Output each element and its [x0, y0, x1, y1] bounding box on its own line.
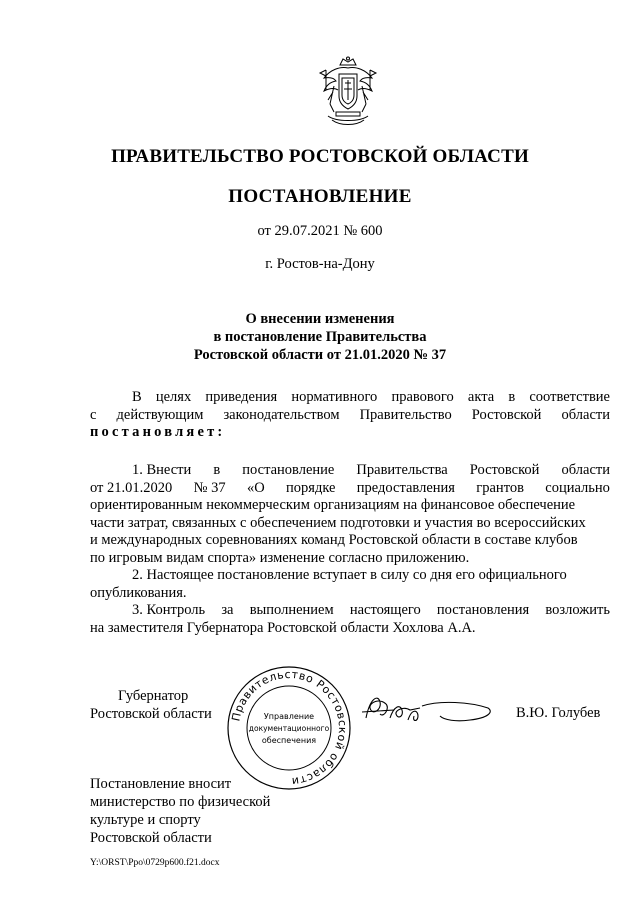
introduced-by	[90, 775, 270, 847]
word: нормативного	[291, 389, 378, 405]
word: постановления	[436, 602, 530, 618]
word: «О	[246, 479, 265, 496]
subject-line: Ростовской области от 21.01.2020 № 37	[193, 347, 447, 363]
word: области	[561, 462, 610, 478]
word: грантов	[476, 479, 524, 496]
preamble-paragraph	[90, 389, 610, 442]
item-3-line	[90, 602, 610, 620]
signer-position	[90, 688, 212, 723]
word: 3. Контроль	[132, 602, 206, 618]
word: порядке	[286, 479, 336, 496]
word: Ростовской	[469, 462, 540, 478]
word: за	[221, 602, 234, 618]
decree-items	[90, 462, 610, 637]
decree-word: постановляет:	[90, 424, 226, 440]
word: в	[508, 389, 516, 405]
word: возложить	[545, 602, 610, 618]
word: предоставления	[356, 479, 455, 496]
word: № 37	[193, 479, 226, 496]
item-2-line: опубликования.	[90, 584, 187, 601]
word: приведения	[205, 389, 278, 405]
word: выполнением	[249, 602, 334, 618]
introduced-line: министерство по физической	[90, 794, 271, 810]
word: в	[213, 462, 221, 478]
word: социально	[545, 479, 610, 496]
item-1-line: и международных соревнованиях команд Ростовской области в составе клубов	[90, 532, 578, 548]
word: с	[90, 406, 97, 423]
item-1-line	[90, 480, 610, 498]
word: области	[561, 406, 610, 423]
position-line: Ростовской области	[90, 705, 212, 722]
preamble-line	[90, 407, 610, 425]
date-and-number: от 29.07.2021 № 600	[257, 223, 383, 239]
position-line: Губернатор	[118, 688, 189, 704]
word: Правительства	[356, 462, 448, 478]
document-type-title: ПОСТАНОВЛЕНИЕ	[228, 186, 412, 207]
stamp-inner-line: обеспечения	[261, 736, 317, 745]
word: акта	[467, 389, 495, 405]
government-title: ПРАВИТЕЛЬСТВО РОСТОВСКОЙ ОБЛАСТИ	[111, 146, 529, 167]
item-1-line: части затрат, связанных с обеспечением подготовки и участия во всероссийских	[90, 514, 586, 531]
stamp-inner-line: документационного	[248, 724, 330, 733]
signer-name: В.Ю. Голубев	[516, 705, 601, 721]
coat-of-arms-icon	[316, 56, 380, 130]
item-1-line: по игровым видам спорта» изменение согласно приложению.	[90, 549, 470, 566]
word: целях	[155, 389, 192, 405]
item-2-line: 2. Настоящее постановление вступает в силу со дня его официального	[132, 567, 567, 583]
file-path: Y:\ORST\Ppo\0729p600.f21.docx	[90, 858, 220, 868]
item-3-line: на заместителя Губернатора Ростовской области Хохлова А.А.	[90, 619, 476, 636]
preamble-line	[90, 389, 610, 407]
stamp-inner-line: Управление	[263, 712, 315, 721]
word: от 21.01.2020	[90, 479, 173, 496]
word: 1. Внести	[132, 462, 192, 478]
handwritten-signature	[360, 688, 498, 730]
introduced-line: Постановление вносит	[90, 776, 232, 792]
word: настоящего	[349, 602, 421, 618]
subject-line: О внесении изменения	[245, 311, 395, 327]
stamp-ring-text: Правительство Ростовской области	[229, 667, 350, 789]
city: г. Ростов-на-Дону	[265, 256, 375, 272]
word: постановление	[242, 462, 335, 478]
document-subject	[0, 310, 640, 364]
word: законодательством	[223, 406, 340, 423]
item-1-line: ориентированным некоммерческим организациям на финансовое обеспечение	[90, 497, 576, 513]
word: действующим	[116, 406, 204, 423]
introduced-line: Ростовской области	[90, 830, 212, 846]
word: соответствие	[529, 389, 610, 405]
item-1-line	[90, 462, 610, 480]
introduced-line: культуре и спорту	[90, 812, 201, 828]
subject-line: в постановление Правительства	[213, 329, 427, 345]
word: правового	[391, 389, 454, 405]
word: Правительство	[359, 406, 452, 423]
official-stamp	[226, 665, 352, 791]
word: Ростовской	[471, 406, 542, 423]
word: В	[132, 389, 142, 405]
